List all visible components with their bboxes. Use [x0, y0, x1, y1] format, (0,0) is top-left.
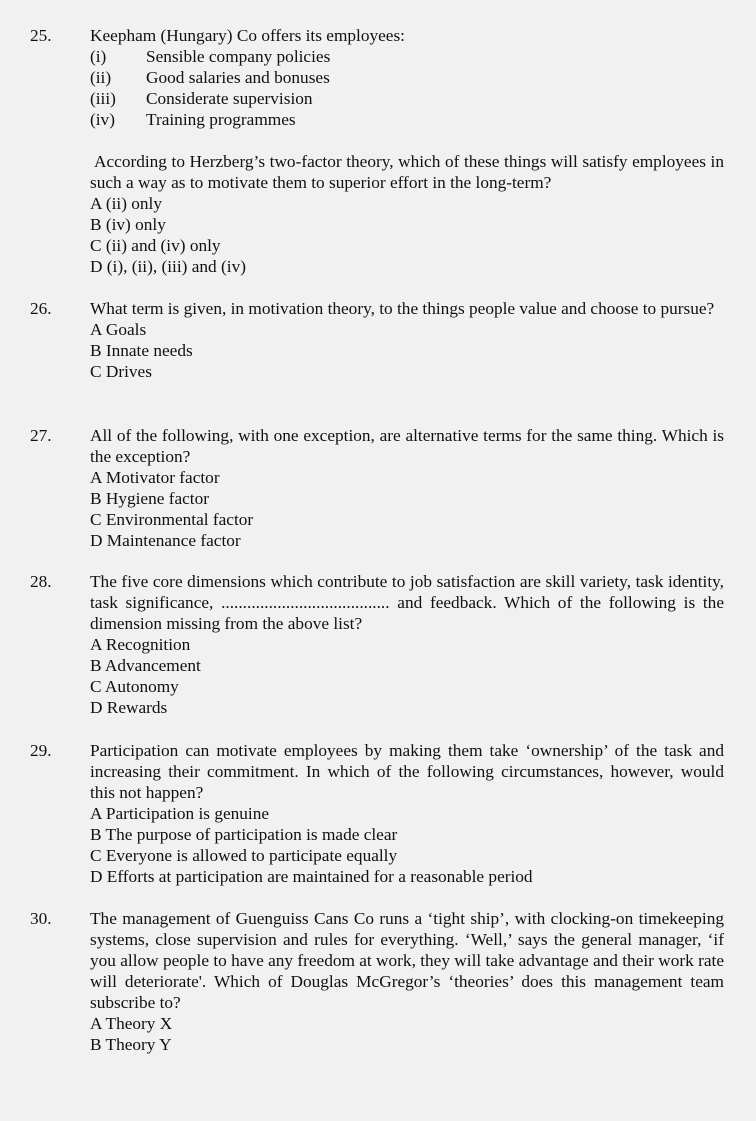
item-text: Sensible company policies	[146, 47, 331, 66]
question-number: 26.	[30, 299, 52, 318]
item-text: Considerate supervision	[146, 89, 313, 108]
answer-option: B Hygiene factor	[90, 489, 210, 508]
question-stem	[90, 571, 724, 634]
answer-option: C Everyone is allowed to participate equally	[90, 846, 398, 865]
question-body	[90, 740, 724, 887]
question-body	[90, 25, 724, 277]
question-intro: Keepham (Hungary) Co offers its employees:	[90, 26, 405, 45]
answer-option: B Advancement	[90, 656, 201, 675]
item-numeral: (iii)	[90, 89, 116, 108]
item-text: Training programmes	[146, 110, 296, 129]
question-body	[90, 908, 724, 1055]
item-numeral: (iv)	[90, 110, 115, 129]
stem-part-1: The five core dimensions which contribute to job satisfaction are skill variety, task identity, task significance,	[90, 572, 724, 612]
answer-option: B (iv) only	[90, 215, 166, 234]
answer-option: B Innate needs	[90, 341, 193, 360]
question-stem: What term is given, in motivation theory, to the things people value and choose to pursue?	[90, 299, 715, 318]
answer-option: A Participation is genuine	[90, 804, 270, 823]
question-body	[90, 298, 724, 382]
answer-option: D Efforts at participation are maintained for a reasonable period	[90, 867, 533, 886]
list-item	[90, 88, 724, 109]
item-numeral: (ii)	[90, 68, 112, 87]
fill-in-blank: .......................................	[221, 593, 390, 612]
question-number: 27.	[30, 426, 52, 445]
answer-option: B Theory Y	[90, 1035, 172, 1054]
answer-option: A (ii) only	[90, 194, 163, 213]
answer-option: C Environmental factor	[90, 510, 254, 529]
item-numeral: (i)	[90, 47, 107, 66]
list-item	[90, 46, 724, 67]
question-stem: Participation can motivate employees by making them take ‘ownership’ of the task and increasing their commitment. In which of the following circumstances, however, would this not happen?	[90, 741, 724, 802]
answer-option: C Autonomy	[90, 677, 179, 696]
answer-option: A Theory X	[90, 1014, 173, 1033]
answer-option: B The purpose of participation is made clear	[90, 825, 398, 844]
item-text: Good salaries and bonuses	[146, 68, 330, 87]
question-body	[90, 571, 724, 718]
answer-option: D Rewards	[90, 698, 168, 717]
answer-option: A Goals	[90, 320, 147, 339]
question-stem: The management of Guenguiss Cans Co runs a ‘tight ship’, with clocking-on timekeeping systems, close supervision and rules for everything. ‘Well,’ says the general manager, ‘if you allow people to have any freedom at work, they will take advantage and their work rate will deteriorate'. Which of Douglas McGregor’s ‘theories’ does this management team subscribe to?	[90, 909, 724, 1012]
answer-option: A Motivator factor	[90, 468, 220, 487]
list-item	[90, 67, 724, 88]
answer-option: A Recognition	[90, 635, 191, 654]
question-number: 25.	[30, 26, 52, 45]
answer-option: C Drives	[90, 362, 152, 381]
question-number: 30.	[30, 909, 52, 928]
question-number: 28.	[30, 572, 52, 591]
answer-option: C (ii) and (iv) only	[90, 236, 221, 255]
list-item	[90, 109, 724, 130]
answer-option: D Maintenance factor	[90, 531, 241, 550]
question-stem: All of the following, with one exception, are alternative terms for the same thing. Which is the exception?	[90, 426, 724, 466]
question-number: 29.	[30, 741, 52, 760]
question-body	[90, 425, 724, 551]
question-stem: According to Herzberg’s two-factor theory, which of these things will satisfy employees in such a way as to motivate them to superior effort in the long-term?	[90, 152, 724, 192]
answer-option: D (i), (ii), (iii) and (iv)	[90, 257, 246, 276]
stem-part-2: and feedback. Which of the following is the dimension missing from the above list?	[90, 593, 724, 633]
